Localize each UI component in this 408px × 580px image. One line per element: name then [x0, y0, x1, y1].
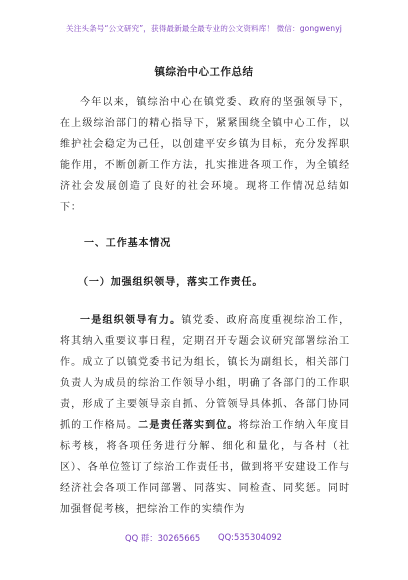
body-paragraph	[60, 310, 350, 520]
header-note: 关注头条号“公文研究”，获得最新最全最专业的公文资料库！ 微信：gongwenyj	[66, 24, 342, 33]
subsection-heading: （一）加强组织领导，落实工作责任。	[78, 277, 264, 288]
footer-qq: QQ:535304092	[218, 532, 282, 542]
point-2-text: 将综治工作纳入年度目标考核，将各项任务进行分解、细化和量化，与各村（社区）、各单位签订了综治工作责任书，做到将平安建设工作与经济社会各项工作同部署、同落实、同检查、同奖惩。同时加强督促考核，把综治工作的实绩作为	[60, 420, 350, 515]
footer-qq-group: QQ 群：30265665	[125, 533, 201, 543]
section-heading: 一、工作基本情况	[84, 238, 172, 249]
point-1-text: 镇党委、政府高度重视综治工作，将其纳入重要议事日程，定期召开专题会议研究部署综治工作。成立了以镇党委书记为组长，镇长为副组长，相关部门负责人为成员的综治工作领导小组，明确了各部门的工作职责，形成了主要领导亲自抓、分管领导具体抓、各部门协同抓的工作格局。	[60, 315, 350, 431]
document-title: 镇综治中心工作总结	[154, 66, 254, 78]
lead-point-1: 一是组织领导有力。	[80, 315, 182, 326]
lead-point-2: 二是责任落实到位。	[138, 420, 239, 431]
intro-paragraph: 今年以来，镇综治中心在镇党委、政府的坚强领导下，在上级综治部门的精心指导下，紧紧围绕全镇中心工作，以维护社会稳定为己任，以创建平安乡镇为目标，充分发挥职能作用，不断创新工作方法，扎实推进各项工作，为全镇经济社会发展创造了良好的社会环境。现将工作情况总结如下：	[60, 97, 350, 213]
